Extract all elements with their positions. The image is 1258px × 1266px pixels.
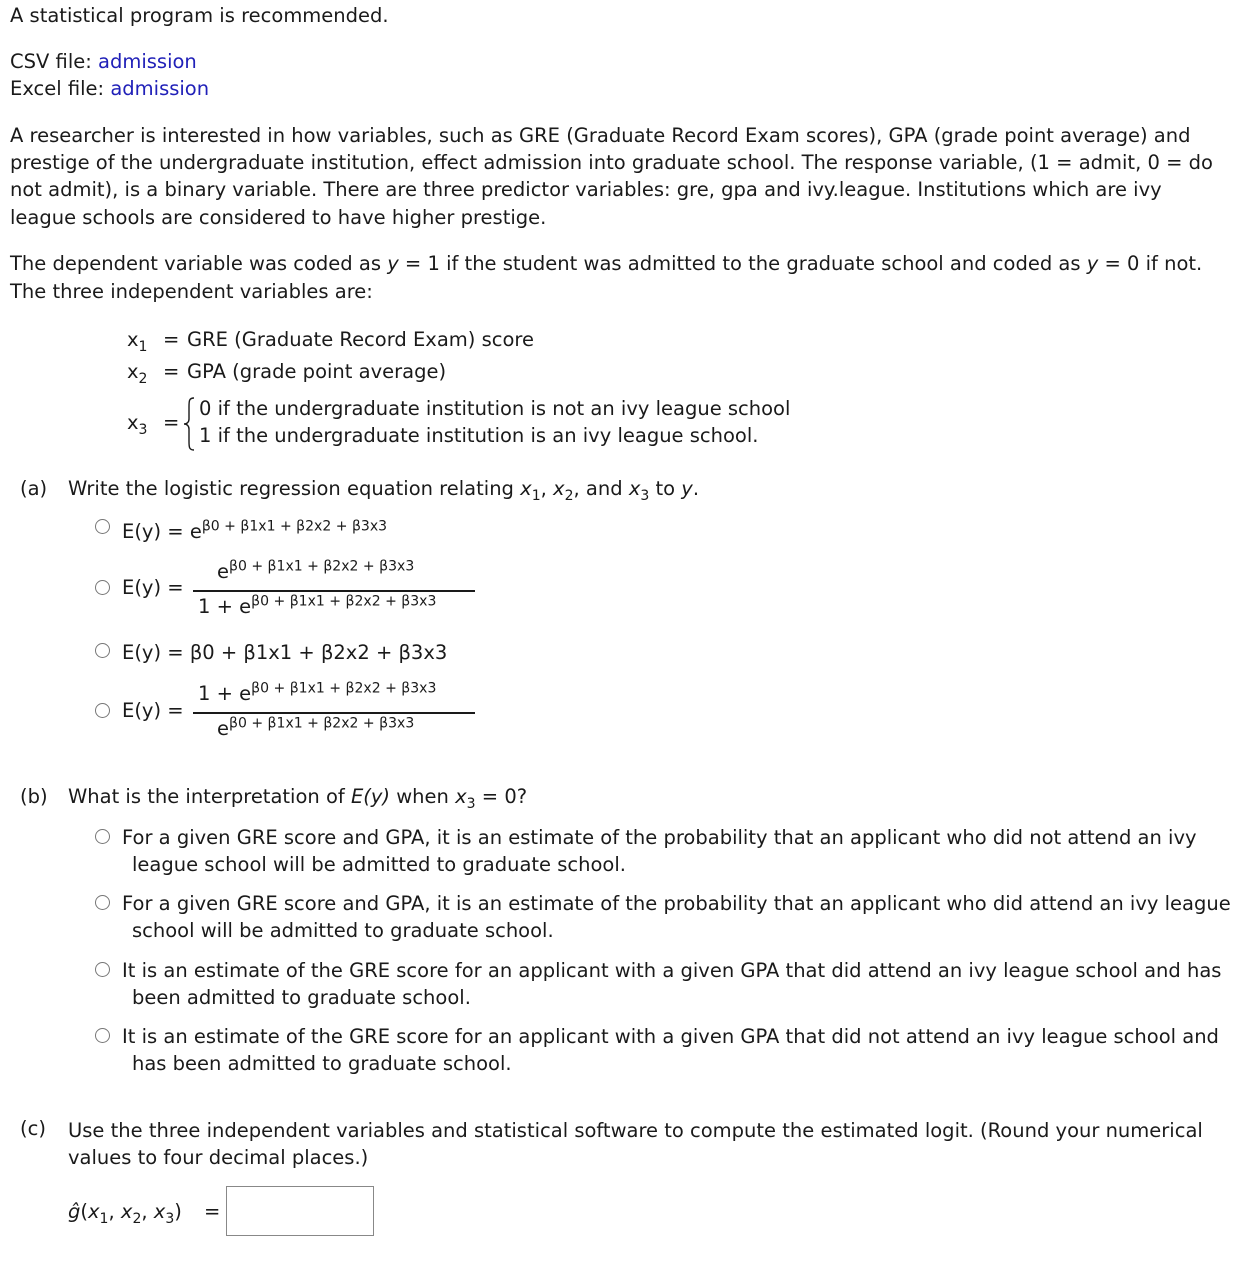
estimated-logit-equals: = xyxy=(204,1200,221,1223)
part-a-label: (a) xyxy=(20,477,48,500)
fraction-numerator: $1 + e^{\beta 0 + \beta 1x1 + \beta 2x2 + \beta 3x3}$ xyxy=(198,680,437,705)
csv-file-label: CSV file: xyxy=(10,50,92,73)
fraction-bar xyxy=(193,712,475,714)
option-b1-radio[interactable] xyxy=(95,829,110,844)
option-b1-text[interactable]: For a given GRE score and GPA, it is an estimate of the probability that an applicant who did not attend an ivy league school will be admitted to graduate school. xyxy=(122,826,1197,876)
option-b3-text[interactable]: It is an estimate of the GRE score for an applicant with a given GPA that did attend an ivy league school and has been admitted to graduate school. xyxy=(122,959,1222,1009)
option-a1-equation[interactable]: $E(y) = e^{\beta 0 + \beta 1x1 + \beta 2x2 + \beta 3x3}$ xyxy=(122,518,388,543)
option-a2-radio[interactable] xyxy=(95,580,110,595)
excel-file-row xyxy=(10,75,209,102)
fraction-denominator: $e^{\beta 0 + \beta 1x1 + \beta 2x2 + \beta 3x3}$ xyxy=(217,715,415,740)
x3-case-one: 1 if the undergraduate institution is an ivy league school. xyxy=(199,424,759,447)
part-b-question: What is the interpretation of E(y) when $x_3 = 0$? xyxy=(68,785,528,812)
independent-variables-intro: The three independent variables are: xyxy=(10,280,373,303)
option-b2-radio[interactable] xyxy=(95,895,110,910)
option-a4-lhs[interactable]: E(y) = xyxy=(122,699,184,722)
option-a3-equation[interactable]: E(y) = β0 + β1x1 + β2x2 + β3x3 xyxy=(122,641,448,664)
x1-symbol: $x_1$ xyxy=(127,328,148,355)
part-c-question: Use the three independent variables and statistical software to compute the estimated logit. (Round your numerical values to four decimal places.) xyxy=(68,1119,1203,1169)
option-b3-radio[interactable] xyxy=(95,962,110,977)
part-c-label: (c) xyxy=(20,1117,46,1140)
option-b4-radio[interactable] xyxy=(95,1028,110,1043)
x2-symbol: $x_2$ xyxy=(127,360,148,387)
fraction-denominator: $1 + e^{\beta 0 + \beta 1x1 + \beta 2x2 + \beta 3x3}$ xyxy=(198,593,437,618)
dependent-variable-text: The dependent variable was coded as y = 1 if the student was admitted to the graduate school and coded as y = 0 if not. xyxy=(10,252,1203,275)
left-brace-icon xyxy=(183,397,195,451)
paragraph-line: prestige of the undergraduate institution, effect admission into graduate school. The response variable, (1 = admit, 0 = do xyxy=(10,151,1213,174)
estimated-logit-input[interactable] xyxy=(226,1186,374,1236)
part-a-question: Write the logistic regression equation relating $x_1$, $x_2$, and $x_3$ to y. xyxy=(68,477,700,504)
x1-definition: GRE (Graduate Record Exam) score xyxy=(187,328,534,351)
x2-equals: = xyxy=(163,360,180,383)
option-a3-radio[interactable] xyxy=(95,643,110,658)
recommendation-text: A statistical program is recommended. xyxy=(10,4,389,27)
x1-equals: = xyxy=(163,328,180,351)
fraction-numerator: $e^{\beta 0 + \beta 1x1 + \beta 2x2 + \beta 3x3}$ xyxy=(217,558,415,583)
option-a1-radio[interactable] xyxy=(95,519,110,534)
option-a2-lhs[interactable]: E(y) = xyxy=(122,576,184,599)
option-b4-text[interactable]: It is an estimate of the GRE score for an applicant with a given GPA that did not attend an ivy league school and has been admitted to graduate school. xyxy=(122,1025,1219,1075)
x3-case-zero: 0 if the undergraduate institution is not an ivy league school xyxy=(199,397,791,420)
part-b-label: (b) xyxy=(20,785,48,808)
excel-file-link[interactable]: admission xyxy=(110,77,210,100)
x3-symbol: $x_3$ xyxy=(127,411,148,438)
option-a4-radio[interactable] xyxy=(95,703,110,718)
csv-file-row xyxy=(10,48,197,75)
paragraph-line: league schools are considered to have higher prestige. xyxy=(10,206,547,229)
option-b2-text[interactable]: For a given GRE score and GPA, it is an estimate of the probability that an applicant who did attend an ivy league school will be admitted to graduate school. xyxy=(122,892,1231,942)
csv-file-link[interactable]: admission xyxy=(98,50,197,73)
paragraph-line: not admit), is a binary variable. There are three predictor variables: gre, gpa and ivy.league. Institutions which are ivy xyxy=(10,178,1162,201)
excel-file-label: Excel file: xyxy=(10,77,105,100)
estimated-logit-label: $ĝ(x_1$, $x_2$, $x_3$) xyxy=(68,1200,182,1227)
x2-definition: GPA (grade point average) xyxy=(187,360,447,383)
x3-equals: = xyxy=(163,411,180,434)
paragraph-line: A researcher is interested in how variables, such as GRE (Graduate Record Exam scores), GPA (grade point average) and xyxy=(10,124,1191,147)
fraction-bar xyxy=(193,590,475,592)
